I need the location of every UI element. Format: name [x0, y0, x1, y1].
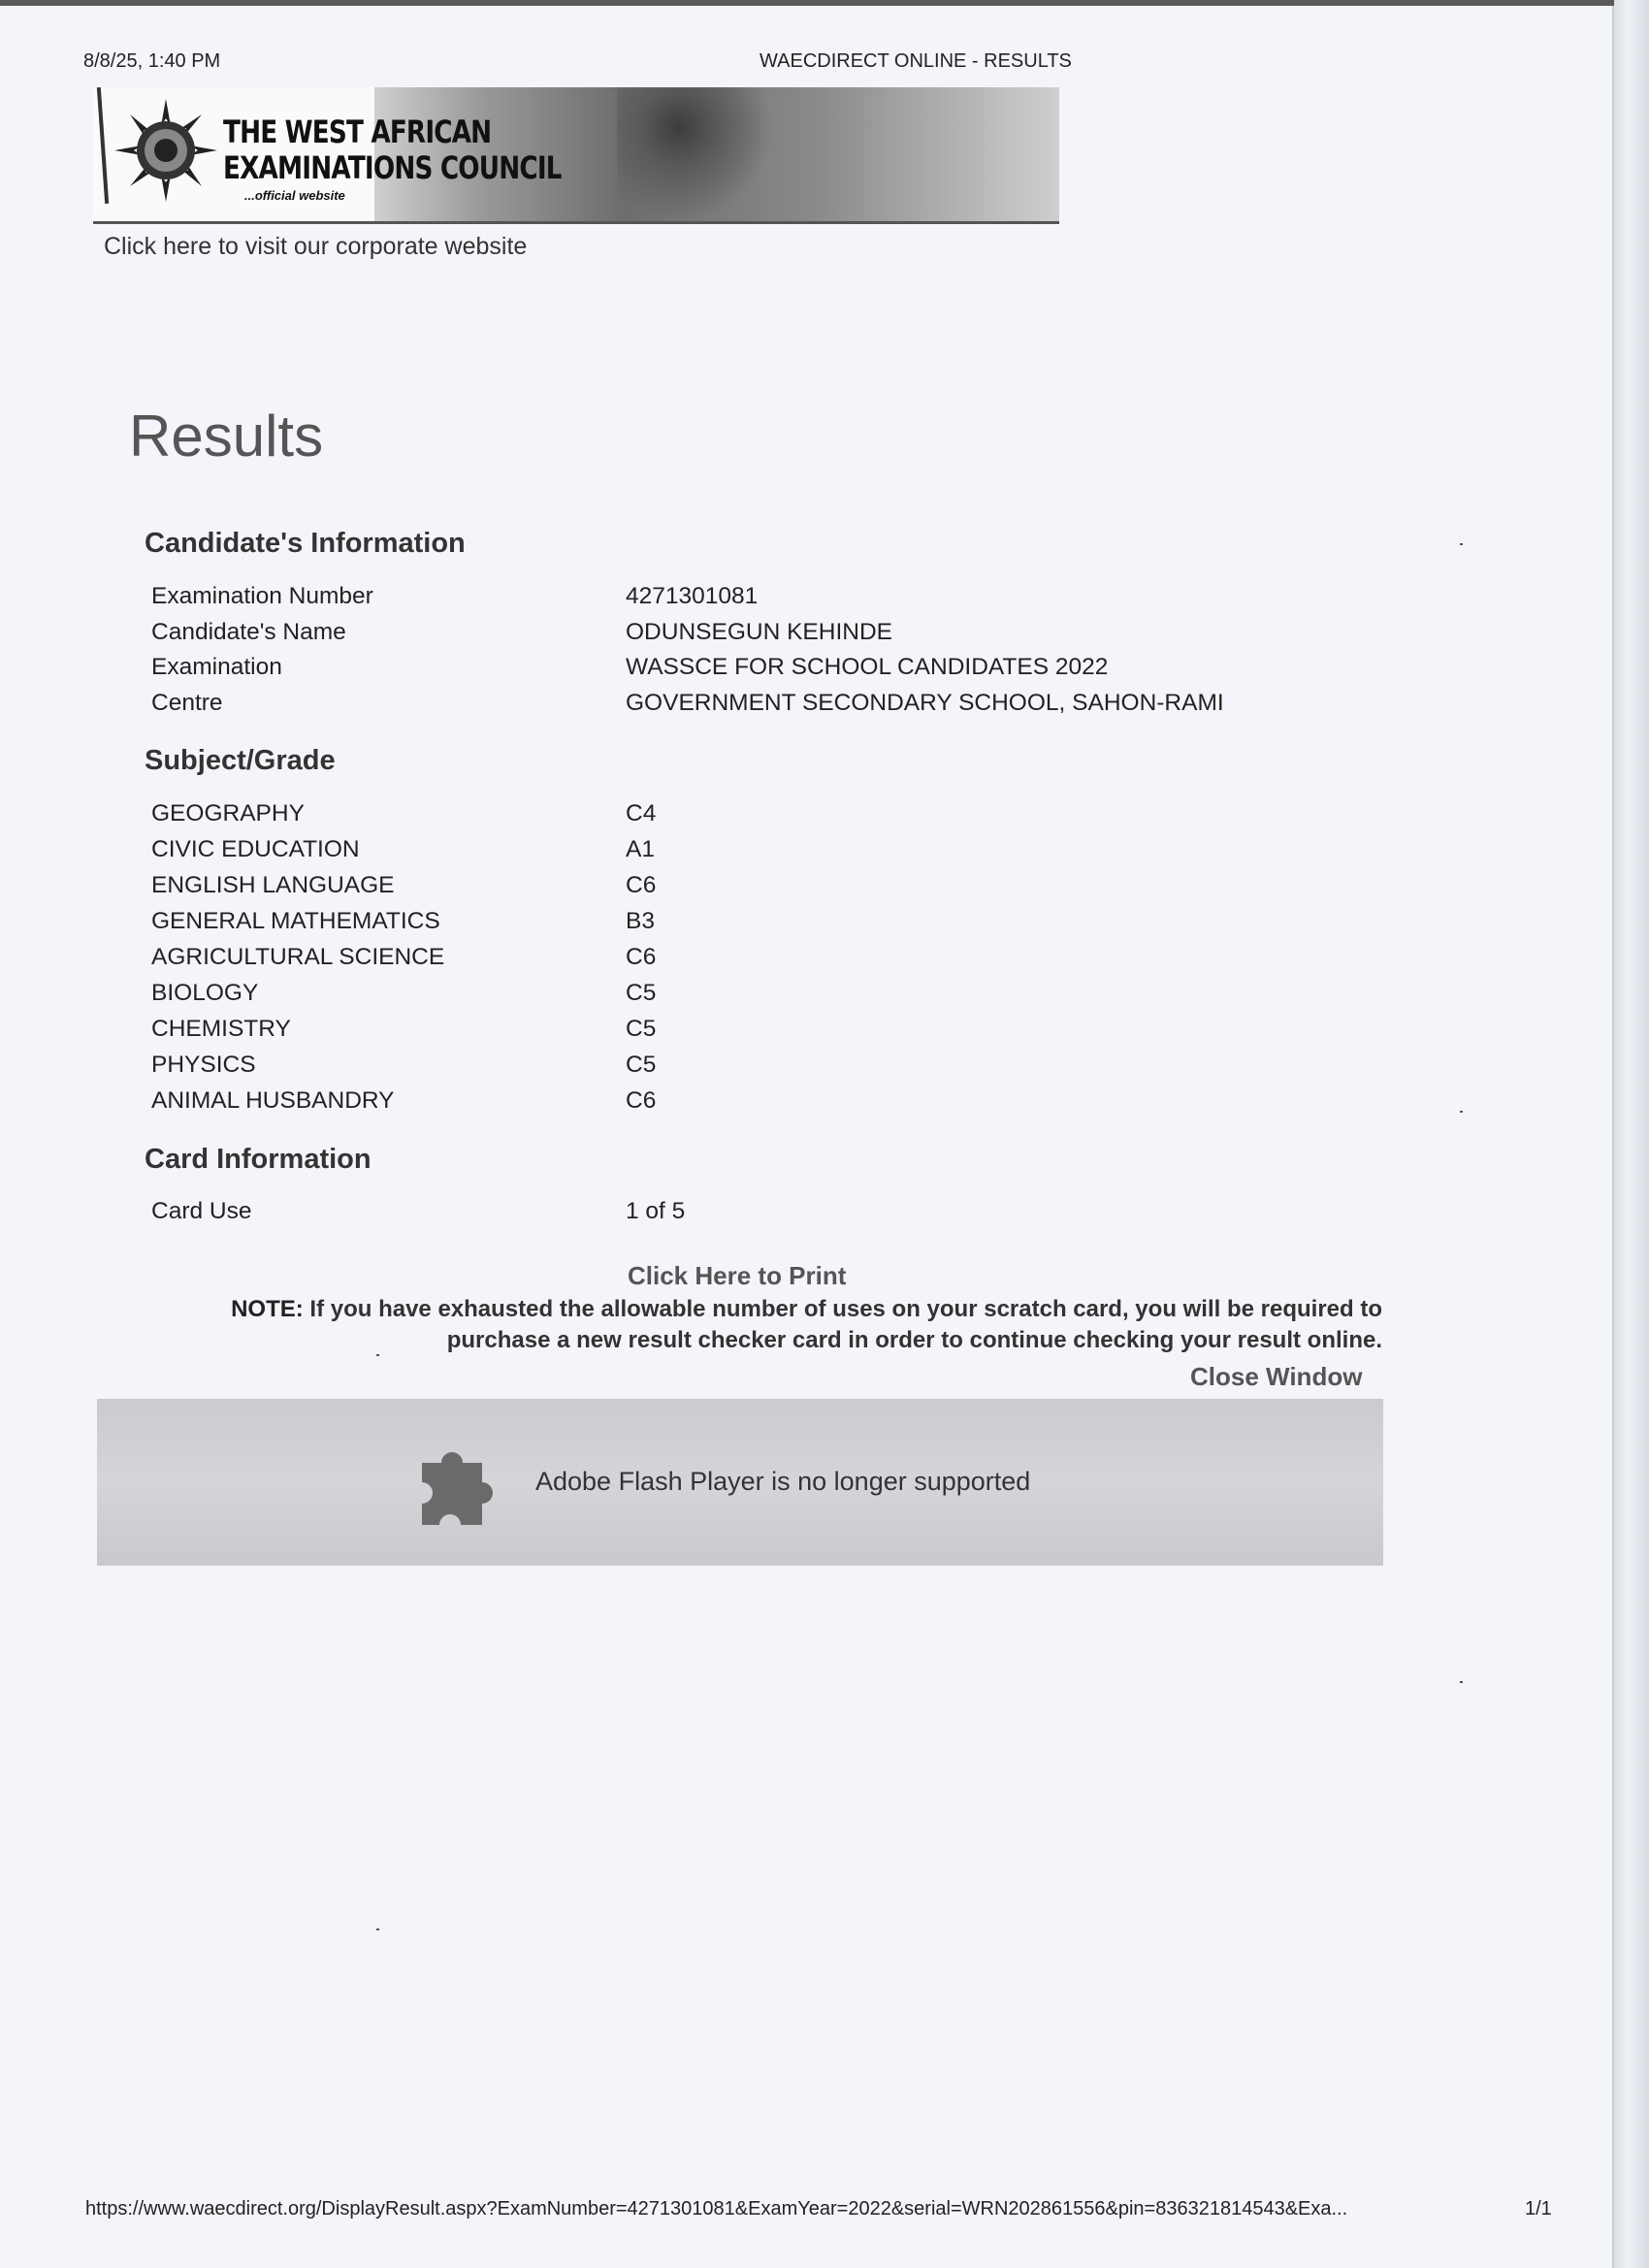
- info-label: Examination Number: [151, 583, 373, 609]
- corporate-website-link[interactable]: Click here to visit our corporate website: [104, 233, 528, 260]
- info-value: WASSCE FOR SCHOOL CANDIDATES 2022: [626, 654, 1109, 680]
- info-value: 4271301081: [626, 583, 759, 609]
- subject-grade-heading: Subject/Grade: [145, 745, 336, 776]
- info-row: [151, 619, 1412, 654]
- info-row: [151, 583, 1412, 618]
- subject-name: AGRICULTURAL SCIENCE: [151, 944, 445, 970]
- scan-margin: [1614, 0, 1649, 2268]
- scan-speck: [1460, 543, 1463, 545]
- subject-name: ANIMAL HUSBANDRY: [151, 1087, 395, 1114]
- card-info-value: 1 of 5: [626, 1198, 686, 1224]
- flash-plugin-placeholder: [97, 1399, 1383, 1566]
- note-text: If you have exhausted the allowable number of uses on your scratch card, you will be required to purchase a new result checker card in order to continue checking your result online.: [309, 1296, 1382, 1353]
- banner-graduate-image: [617, 87, 772, 221]
- subject-grade: C4: [626, 800, 657, 826]
- waec-seal-icon: [113, 97, 219, 204]
- print-link[interactable]: Click Here to Print: [628, 1261, 847, 1290]
- subject-name: PHYSICS: [151, 1052, 256, 1078]
- page-title: Results: [129, 404, 324, 469]
- banner-subtitle: ...official website: [244, 188, 345, 203]
- subject-grade: C5: [626, 1016, 657, 1042]
- subject-grade: C6: [626, 1087, 657, 1114]
- puzzle-piece-icon: [416, 1442, 507, 1533]
- subject-name: BIOLOGY: [151, 980, 259, 1006]
- waec-banner[interactable]: [93, 87, 1059, 224]
- subject-row: [151, 908, 1412, 943]
- subject-row: [151, 800, 1412, 835]
- subject-row: [151, 1087, 1412, 1122]
- info-label: Examination: [151, 654, 282, 680]
- subject-grade: C6: [626, 944, 657, 970]
- scan-speck: [1460, 1111, 1463, 1113]
- subject-name: ENGLISH LANGUAGE: [151, 872, 395, 898]
- candidate-info-heading: Candidate's Information: [145, 528, 466, 559]
- scratch-card-note: [146, 1294, 1382, 1356]
- subject-grade: C6: [626, 872, 657, 898]
- info-row: [151, 690, 1412, 725]
- print-page-title: WAECDIRECT ONLINE - RESULTS: [760, 50, 1072, 72]
- subject-row: [151, 944, 1412, 979]
- subject-row: [151, 836, 1412, 871]
- close-window-link[interactable]: Close Window: [1190, 1362, 1363, 1391]
- subject-grade: C5: [626, 1052, 657, 1078]
- subject-grade: A1: [626, 836, 655, 862]
- subject-name: CHEMISTRY: [151, 1016, 291, 1042]
- note-prefix: NOTE:: [231, 1296, 304, 1322]
- subject-grade: C5: [626, 980, 657, 1006]
- banner-title: [223, 114, 562, 186]
- subject-row: [151, 980, 1412, 1015]
- banner-title-line2: EXAMINATIONS COUNCIL: [223, 149, 562, 186]
- subject-name: GEOGRAPHY: [151, 800, 305, 826]
- card-info-heading: Card Information: [145, 1144, 372, 1175]
- card-info-row: [151, 1198, 1412, 1233]
- info-label: Candidate's Name: [151, 619, 346, 645]
- info-row: [151, 654, 1412, 689]
- scan-speck: [1460, 1681, 1463, 1683]
- subject-name: GENERAL MATHEMATICS: [151, 908, 440, 934]
- subject-row: [151, 1052, 1412, 1086]
- subject-grade: B3: [626, 908, 655, 934]
- scan-speck: [376, 1928, 379, 1930]
- card-info-label: Card Use: [151, 1198, 252, 1224]
- subject-name: CIVIC EDUCATION: [151, 836, 360, 862]
- banner-title-line1: THE WEST AFRICAN: [223, 113, 492, 150]
- scan-edge: [0, 0, 1649, 6]
- print-datetime: 8/8/25, 1:40 PM: [83, 50, 221, 72]
- info-label: Centre: [151, 690, 223, 716]
- info-value: GOVERNMENT SECONDARY SCHOOL, SAHON-RAMI: [626, 690, 1224, 716]
- flash-unsupported-text: Adobe Flash Player is no longer supported: [535, 1467, 1031, 1496]
- print-footer-url: https://www.waecdirect.org/DisplayResult.aspx?ExamNumber=4271301081&ExamYear=2022&serial=WRN202861556&pin=836321814543&Exa...: [85, 2198, 1348, 2219]
- info-value: ODUNSEGUN KEHINDE: [626, 619, 892, 645]
- subject-row: [151, 1016, 1412, 1051]
- scan-speck: [376, 1354, 379, 1356]
- print-footer-page-number: 1/1: [1525, 2198, 1552, 2219]
- subject-row: [151, 872, 1412, 907]
